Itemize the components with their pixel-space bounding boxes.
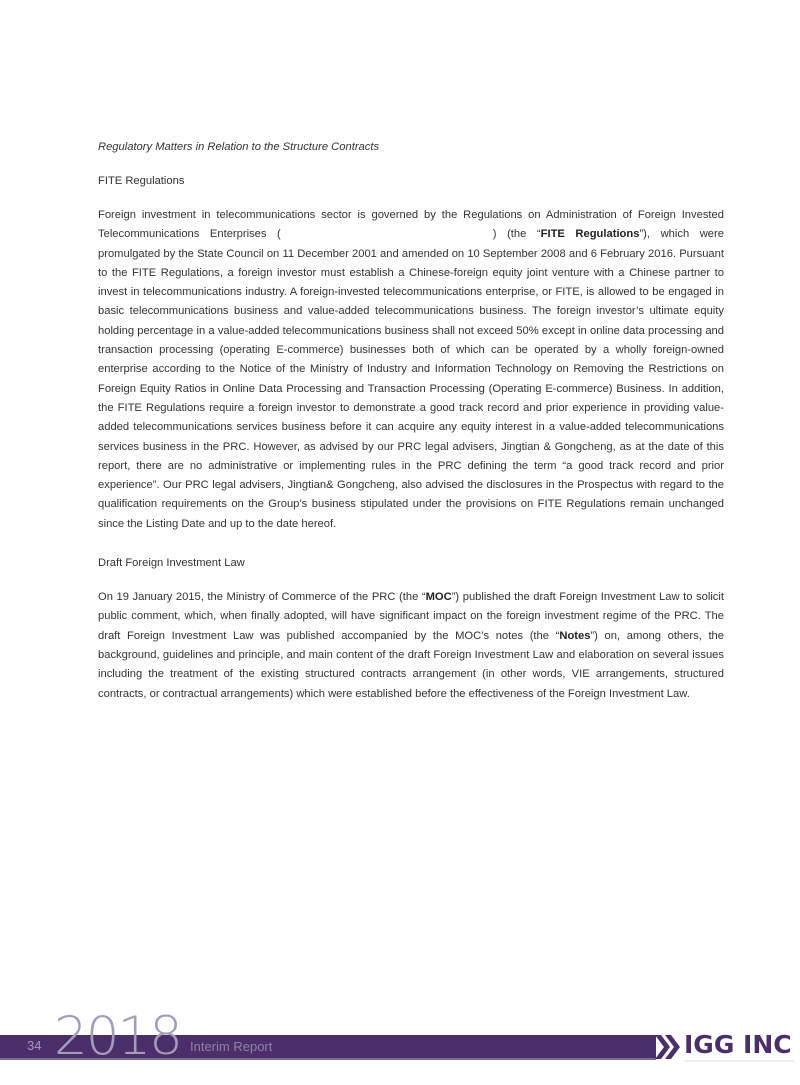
document-body <box>98 140 724 726</box>
text-run: ”), which were promulgated by the State Council on 11 December 2001 and amended on 10 September 2008 and 6 February 2016. Pursuant to the FITE Regulations, a foreign investor must establish a Chinese-foreign equity joint venture with a Chinese partner to invest in telecommunications industry. A foreign-invested telecommunications enterprise, or FITE, is allowed to be engaged in basic telecommunications business and value-added telecommunications business. The foreign investor’s ultimate equity holding percentage in a value-added telecommunications business shall not exceed 50% except in online data processing and transaction processing (operating E-commerce) businesses both of which can be operated by a wholly foreign-owned enterprise according to the Notice of the Ministry of Industry and Information Technology on Removing the Restrictions on Foreign Equity Ratios in Online Data Processing and Transaction Processing (Operating E-commerce) Business. In addition, the FITE Regulations require a foreign investor to demonstrate a good track record and prior experience in providing value-added telecommunications services business before it can acquire any equity interest in a value-added telecommunications services business in the PRC. However, as advised by our PRC legal advisers, Jingtian & Gongcheng, as at the date of this report, there are no administrative or implementing rules in the PRC defining the term “a good track record and prior experience”. Our PRC legal advisers, Jingtian& Gongcheng, also advised the disclosures in the Prospectus with regard to the qualification requirements on the Group’s business stipulated under the provisions on FITE Regulations remain unchanged since the Listing Date and up to the date hereof. <box>98 228 724 530</box>
defined-term-moc: MOC <box>425 591 452 604</box>
report-year: 2018 <box>54 1006 181 1067</box>
sub-heading-draft-foreign-investment-law: Draft Foreign Investment Law <box>98 557 245 570</box>
brand-underline <box>684 1060 794 1062</box>
section-title: Regulatory Matters in Relation to the Structure Contracts <box>98 141 380 153</box>
paragraph-fite-regulations <box>98 206 724 534</box>
text-run: ”) published the draft Foreign Investment Law to solicit public comment, which, when finally adopted, will have significant impact on the foreign investment regime of the PRC. The draft Foreign Investment Law was published accompanied by the MOC’s notes (the “ <box>98 591 724 642</box>
defined-term-notes: Notes <box>559 629 591 642</box>
brand-logo: IGG INC <box>684 1030 792 1059</box>
sub-heading-fite-regulations: FITE Regulations <box>98 175 185 187</box>
page-footer <box>0 1006 800 1085</box>
report-label: Interim Report <box>190 1039 273 1054</box>
text-run: ) (the “ <box>492 228 541 241</box>
defined-term-fite-regulations: FITE Regulations <box>540 228 640 241</box>
text-run: ”) on, among others, the background, guidelines and principle, and main content of the draft Foreign Investment Law and elaboration on several issues including the treatment of the existing structured contracts arrangement (in other words, VIE arrangements, structured contracts, or contractual arrangements) which were established before the effectiveness of the Foreign Investment Law. <box>98 629 724 700</box>
chevron-right-icon <box>655 1033 681 1061</box>
paragraph-draft-foreign-investment-law <box>98 588 724 704</box>
text-run: Foreign investment in telecommunications sector is governed by the Regulations on Administration of Foreign Invested Telecommunications Enterprises ( <box>98 209 724 241</box>
text-run: On 19 January 2015, the Ministry of Commerce of the PRC (the “ <box>98 591 426 604</box>
page-number: 34 <box>27 1038 42 1053</box>
